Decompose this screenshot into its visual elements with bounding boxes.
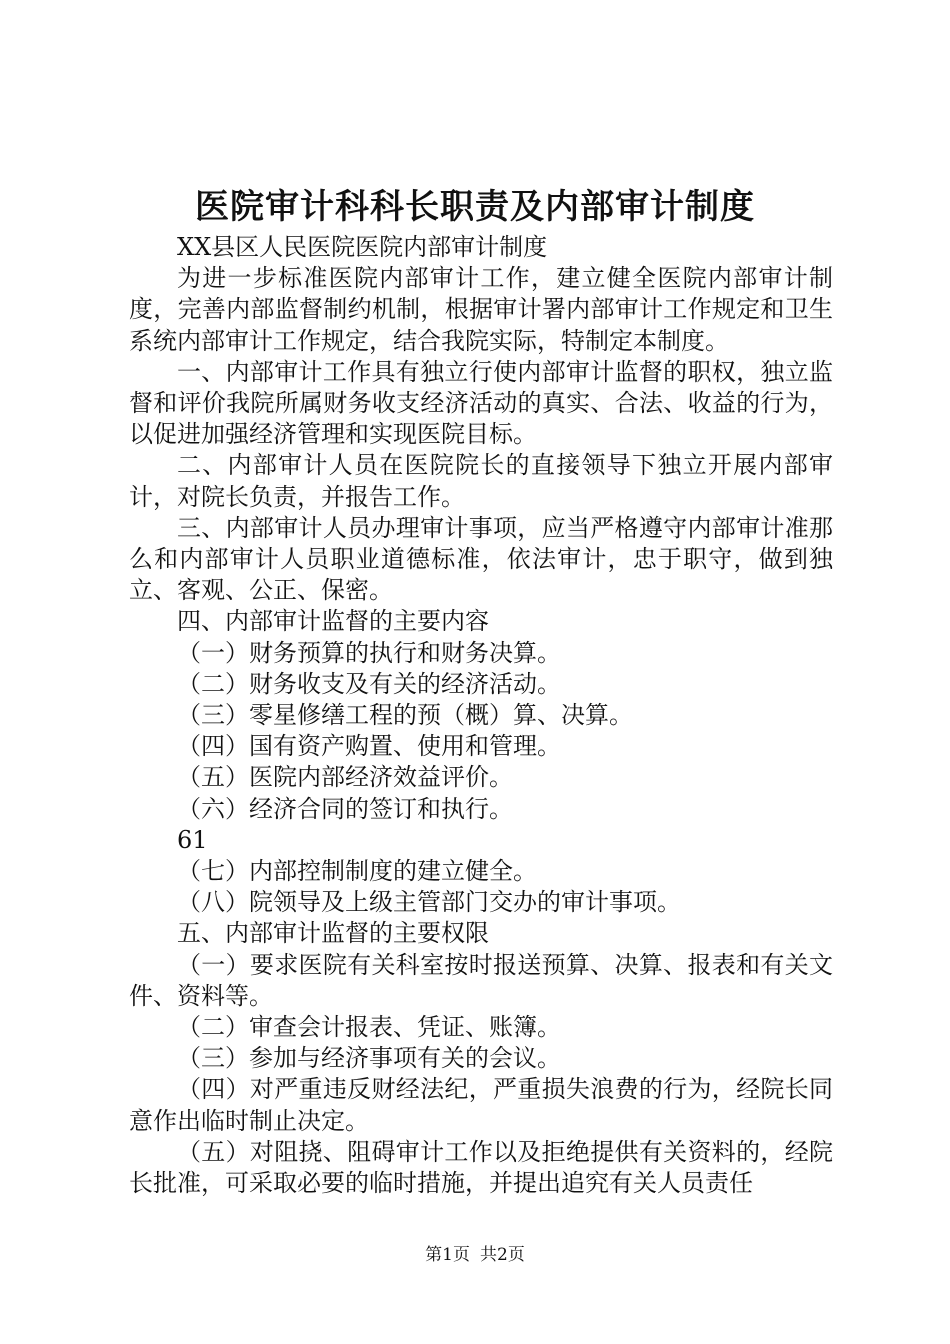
- paragraph-article-3: 三、内部审计人员办理审计事项，应当严格遵守内部审计准那么和内部审计人员职业道德标准，依法审计，忠于职守，做到独立、客观、公正、保密。: [129, 513, 833, 605]
- document-body: [129, 232, 833, 1199]
- paragraph-article-1: 一、内部审计工作具有独立行使内部审计监督的职权，独立监督和评价我院所属财务收支经济活动的真实、合法、收益的行为，以促进加强经济管理和实现医院目标。: [129, 357, 833, 449]
- paragraph-intro: 为进一步标准医院内部审计工作，建立健全医院内部审计制度，完善内部监督制约机制，根据审计署内部审计工作规定和卫生系统内部审计工作规定，结合我院实际，特制定本制度。: [129, 264, 833, 355]
- paragraph-section-4-heading: 四、内部审计监督的主要内容: [177, 607, 489, 636]
- page-number: 第1页: [425, 1245, 470, 1265]
- list-item: （八）院领导及上级主管部门交办的审计事项。: [177, 888, 681, 917]
- document-title: 医院审计科科长职责及内部审计制度: [195, 187, 755, 227]
- list-item: （三）参加与经济事项有关的会议。: [177, 1044, 561, 1073]
- list-item: （五）对阻挠、阻碍审计工作以及拒绝提供有关资料的，经院长批准，可采取必要的临时措施，并提出追究有关人员责任: [129, 1137, 833, 1198]
- list-item: （四）对严重违反财经法纪，严重损失浪费的行为，经院长同意作出临时制止决定。: [129, 1075, 833, 1135]
- page-footer: [0, 1243, 950, 1267]
- list-item: （五）医院内部经济效益评价。: [177, 763, 513, 792]
- list-item: （七）内部控制制度的建立健全。: [177, 857, 537, 886]
- stray-number: 61: [177, 825, 208, 854]
- paragraph-section-5-heading: 五、内部审计监督的主要权限: [177, 919, 489, 948]
- list-item: （一）财务预算的执行和财务决算。: [177, 638, 561, 667]
- page-total: 共2页: [480, 1245, 525, 1265]
- list-item: （三）零星修缮工程的预（概）算、决算。: [177, 701, 633, 730]
- list-item: （四）国有资产购置、使用和管理。: [177, 732, 561, 761]
- paragraph-subtitle: XX县区人民医院医院内部审计制度: [177, 233, 548, 261]
- list-item: （二）财务收支及有关的经济活动。: [177, 669, 561, 698]
- list-item: （一）要求医院有关科室按时报送预算、决算、报表和有关文件、资料等。: [129, 950, 833, 1010]
- list-item: （二）审查会计报表、凭证、账簿。: [177, 1013, 561, 1042]
- list-item: （六）经济合同的签订和执行。: [177, 794, 513, 823]
- paragraph-article-2: 二、内部审计人员在医院院长的直接领导下独立开展内部审计，对院长负责，并报告工作。: [129, 451, 833, 511]
